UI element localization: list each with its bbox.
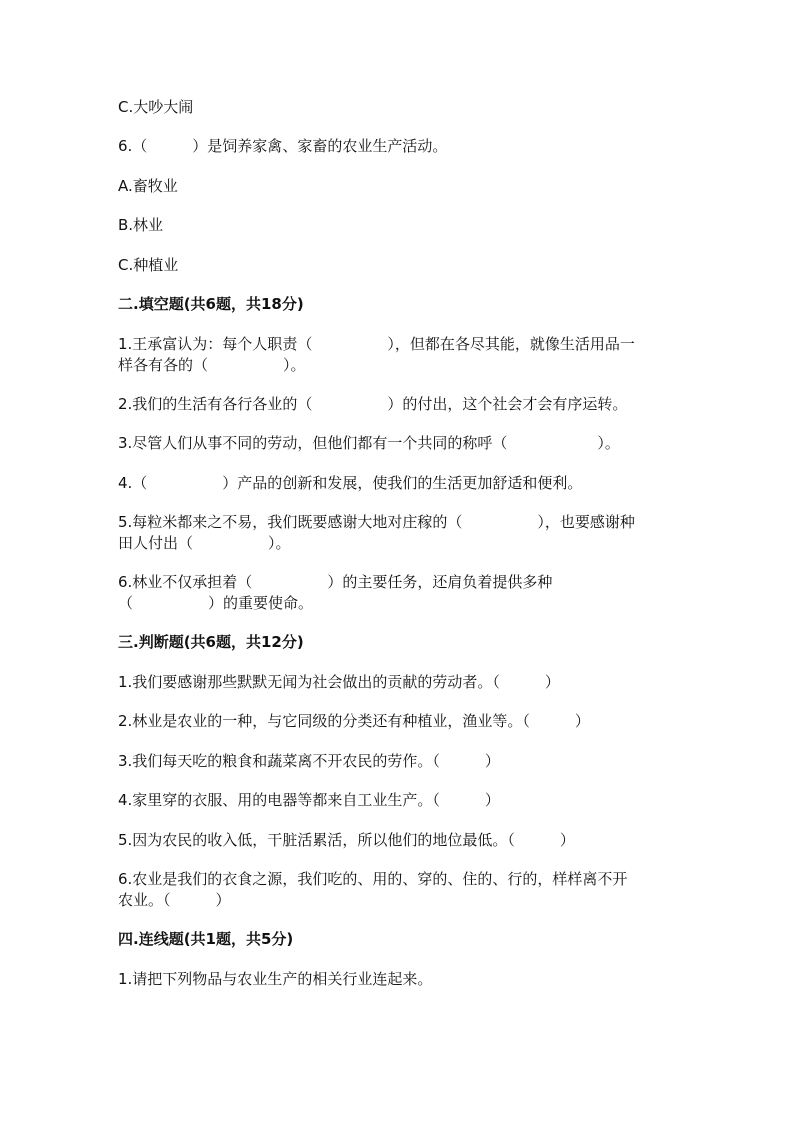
section-heading-true-false: 三.判断题(共6题，共12分) — [118, 633, 304, 651]
option-c-line: C.大吵大闹 — [118, 98, 194, 116]
fill-question-1: 1.王承富认为：每个人职责（ ），但都在各尽其能，就像生活用品一 — [118, 335, 635, 353]
judge-question-1: 1.我们要感谢那些默默无闻为社会做出的贡献的劳动者。（ ） — [118, 673, 560, 691]
fill-question-6-cont: （ ）的重要使命。 — [118, 594, 314, 612]
option-a-line: A.畜牧业 — [118, 177, 178, 195]
section-heading-matching: 四.连线题(共1题，共5分) — [118, 930, 294, 948]
judge-question-2: 2.林业是农业的一种，与它同级的分类还有种植业，渔业等。（ ） — [118, 712, 590, 730]
question-6: 6.（ ）是饲养家禽、家畜的农业生产活动。 — [118, 137, 448, 155]
fill-question-2: 2.我们的生活有各行各业的（ ）的付出，这个社会才会有序运转。 — [118, 395, 628, 413]
fill-question-6: 6.林业不仅承担着（ ）的主要任务，还肩负着提供多种 — [118, 573, 553, 591]
judge-question-4: 4.家里穿的衣服、用的电器等都来自工业生产。（ ） — [118, 791, 500, 809]
matching-question-1: 1.请把下列物品与农业生产的相关行业连起来。 — [118, 970, 433, 988]
fill-question-5-cont: 田人付出（ ）。 — [118, 534, 291, 552]
judge-question-6-cont: 农业。（ ） — [118, 891, 231, 909]
fill-question-4: 4.（ ）产品的创新和发展，使我们的生活更加舒适和便利。 — [118, 474, 583, 492]
judge-question-6: 6.农业是我们的衣食之源，我们吃的、用的、穿的、住的、行的，样样离不开 — [118, 870, 628, 888]
fill-question-3: 3.尽管人们从事不同的劳动，但他们都有一个共同的称呼（ ）。 — [118, 434, 620, 452]
judge-question-3: 3.我们每天吃的粮食和蔬菜离不开农民的劳作。（ ） — [118, 752, 500, 770]
judge-question-5: 5.因为农民的收入低，干脏活累活，所以他们的地位最低。（ ） — [118, 831, 575, 849]
section-heading-fill-blank: 二.填空题(共6题，共18分) — [118, 295, 304, 313]
option-c-line: C.种植业 — [118, 256, 179, 274]
option-b-line: B.林业 — [118, 216, 164, 234]
fill-question-5: 5.每粒米都来之不易，我们既要感谢大地对庄稼的（ ），也要感谢种 — [118, 513, 635, 531]
fill-question-1-cont: 样各有各的（ ）。 — [118, 356, 306, 374]
